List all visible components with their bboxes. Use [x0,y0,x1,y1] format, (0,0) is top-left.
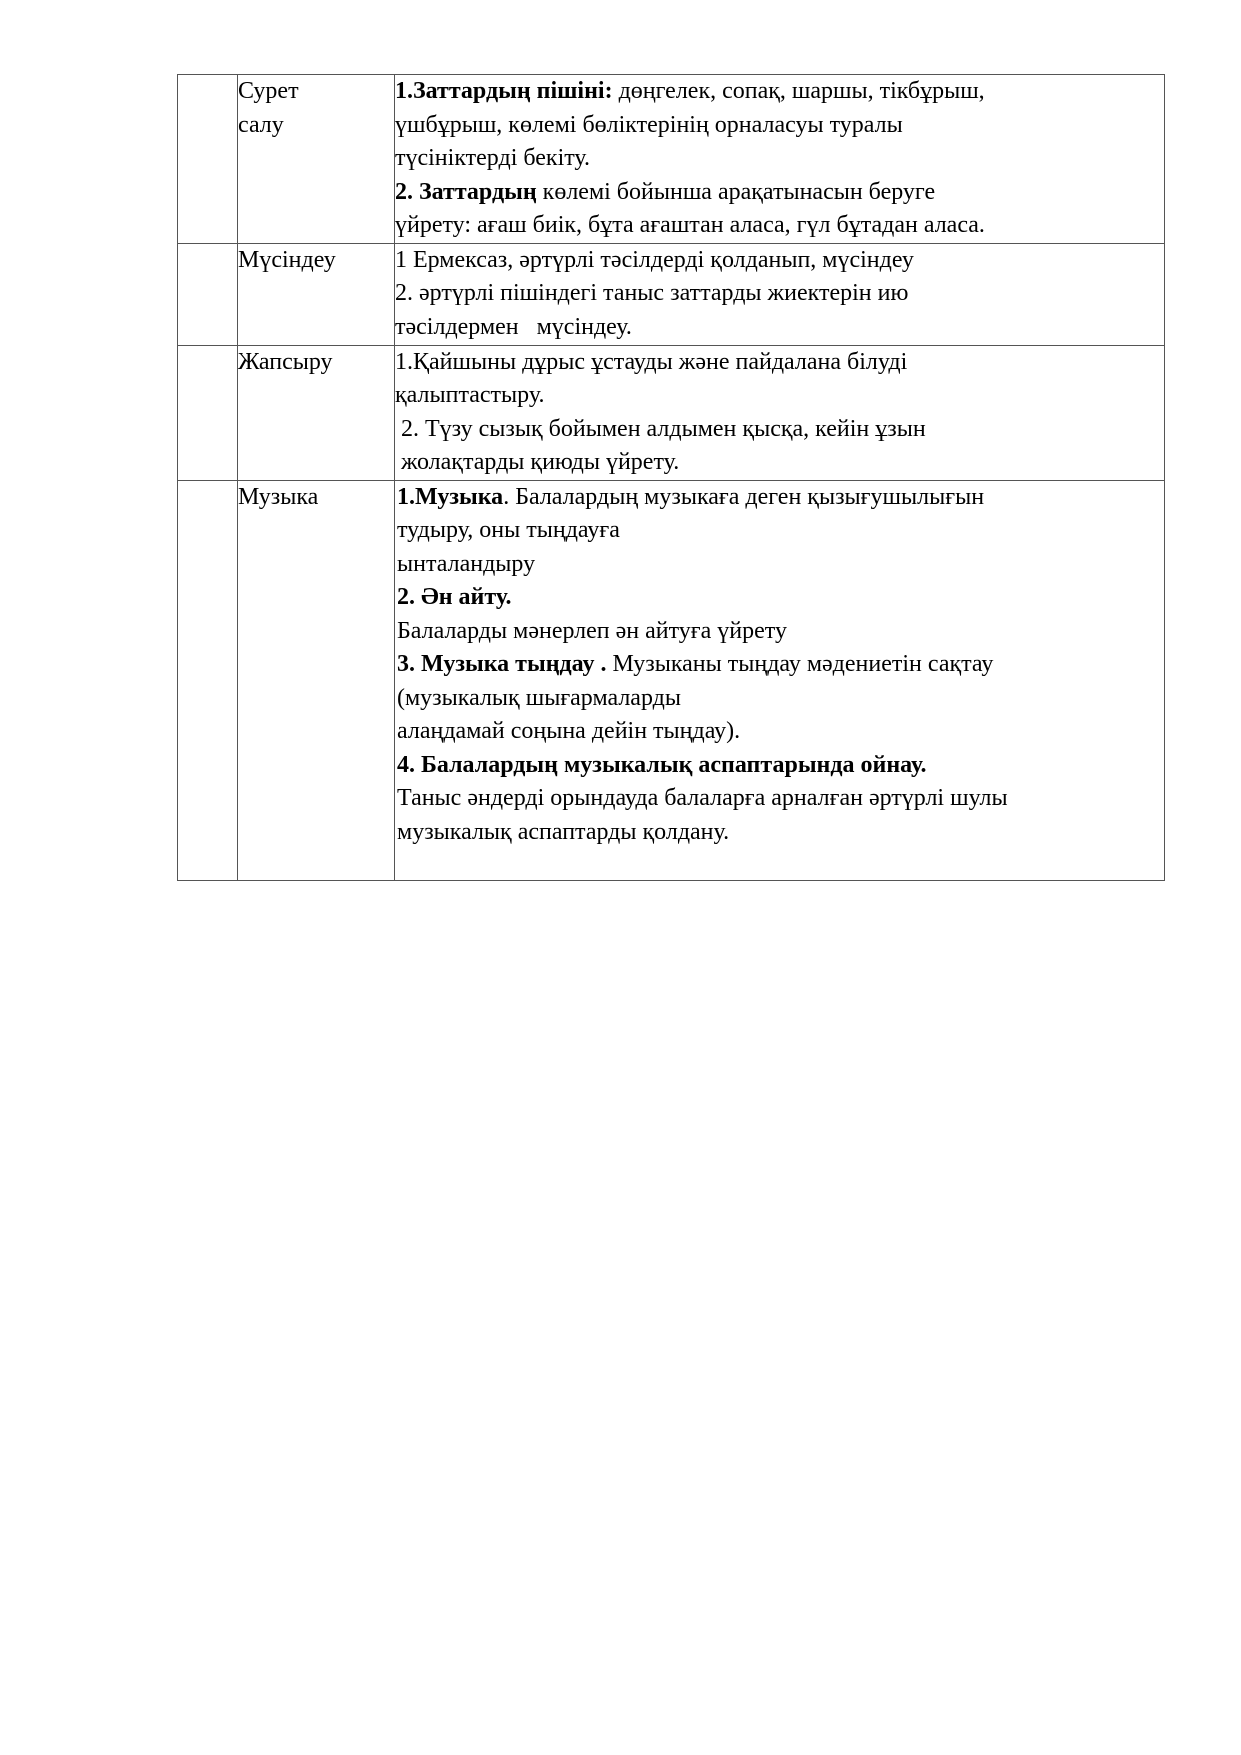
item-text: дөңгелек, сопақ, шаршы, тікбұрыш, [612,78,985,104]
subject-label: Жапсыру [238,348,333,375]
item-text: 1 Ермексаз, әртүрлі тәсілдерді қолданып, мүсіндеу [395,246,914,273]
item-text: 2. Түзу сызық бойымен алдымен қысқа, кейін ұзын [395,415,926,442]
empty-cell [178,480,238,880]
subject-label: Мүсіндеу [238,246,336,273]
subject-cell [238,345,395,480]
item-text: жолақтарды қиюды үйрету. [395,449,680,475]
subject-label: Музыка [238,483,319,510]
item-heading: 3. Музыка тыңдау . [397,651,607,677]
item-text: алаңдамай соңына дейін тыңдау). [397,718,741,744]
item-text: . Балалардың музыкаға деген қызығушылығын [503,483,985,510]
item-text: үшбұрыш, көлемі бөліктерінің орналасуы туралы [395,111,903,138]
subject-label: Сурет [238,78,299,104]
item-text: музыкалық аспаптарды қолдану. [397,818,730,845]
item-text: Балаларды мәнерлеп ән айтуға үйрету [397,617,787,644]
description-cell [395,75,1165,244]
table-row [178,480,1165,880]
item-text: (музыкалық шығармаларды [397,684,681,711]
description-cell [395,345,1165,480]
item-text: тудыру, оны тыңдауға [397,517,620,543]
item-text: қалыптастыру. [395,382,545,408]
item-text: 1.Қайшыны дұрыс ұстауды және пайдалана білуді [395,348,908,375]
item-text: Музыканы тыңдау мәдениетін сақтау [606,651,994,677]
table-row [178,345,1165,480]
subject-cell [238,243,395,345]
item-heading: 2. Ән айту. [397,584,512,610]
item-text: үйрету: ағаш биік, бұта ағаштан аласа, гүл бұтадан аласа. [395,212,985,238]
item-heading: 4. Балалардың музыкалық аспаптарында ойнау. [397,751,927,778]
empty-cell [178,75,238,244]
item-text: көлемі бойынша арақатынасын беруге [536,178,936,205]
curriculum-table [177,74,1165,881]
subject-label: салу [238,111,284,138]
empty-cell [178,243,238,345]
item-text: тәсілдермен мүсіндеу. [395,313,632,340]
item-text: 2. әртүрлі пішіндегі таныс заттарды жиектерін ию [395,280,909,306]
subject-cell [238,75,395,244]
item-heading: 1.Музыка [397,483,504,510]
description-cell [395,480,1165,880]
item-heading: 1.Заттардың пішіні: [395,78,613,104]
item-text: ынталандыру [397,550,536,577]
table-row [178,243,1165,345]
subject-cell [238,480,395,880]
item-heading: 2. Заттардың [395,178,537,205]
item-text: түсініктерді бекіту. [395,145,591,171]
item-text: Таныс әндерді орындауда балаларға арналған әртүрлі шулы [397,785,1008,811]
description-cell [395,243,1165,345]
empty-cell [178,345,238,480]
table-row [178,75,1165,244]
